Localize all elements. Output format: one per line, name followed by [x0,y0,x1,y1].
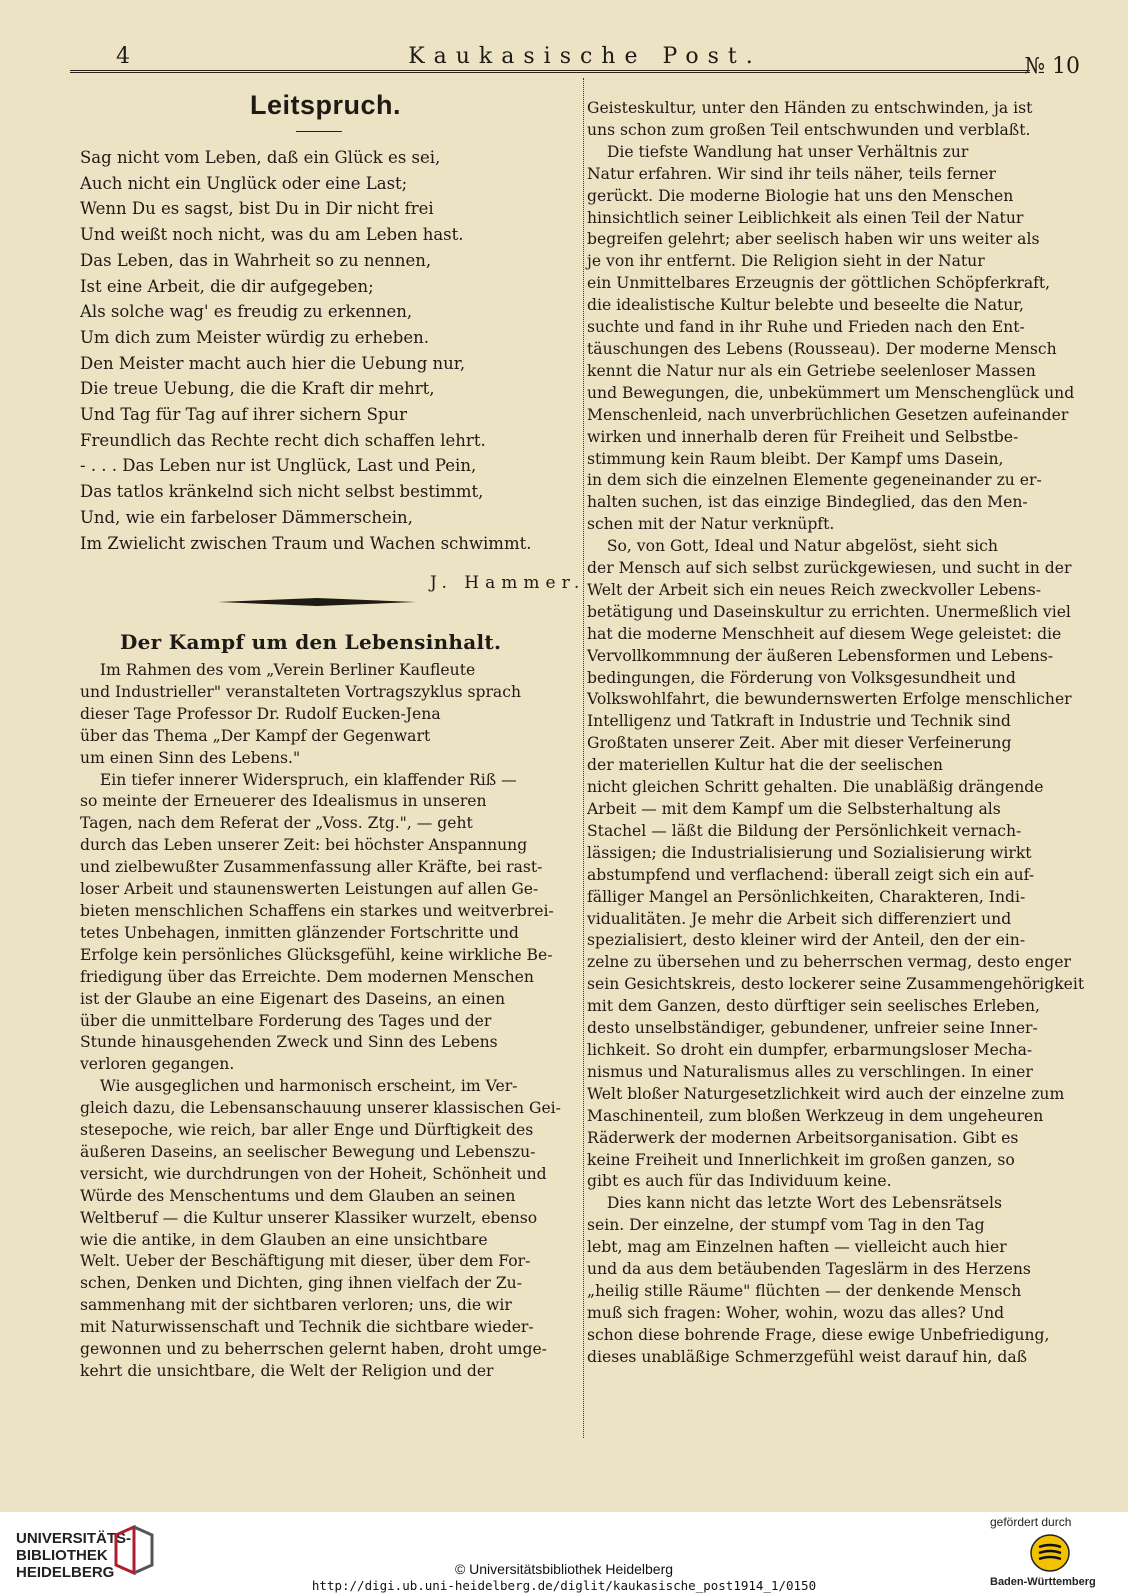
text-line: hinsichtlich seiner Leiblichkeit als einen Teil der Natur [587,208,1024,227]
poem-line: Das Leben, das in Wahrheit so zu nennen, [80,250,432,270]
text-line: lichkeit. So droht ein dumpfer, erbarmungsloser Mecha- [587,1040,1033,1059]
column-divider [583,78,584,1438]
text-line: die idealistische Kultur belebte und beseelte die Natur, [587,296,1024,315]
text-line: sammenhang mit der sichtbaren verloren; uns, die wir [80,1296,512,1315]
text-line: Wie ausgeglichen und harmonisch erscheint, im Ver- [80,1077,518,1096]
text-line: wirken und innerhalb deren für Freiheit und Selbstbe- [587,427,1019,446]
text-line: Tagen, nach dem Referat der „Voss. Ztg.", — geht [80,814,473,833]
poem-line: Ist eine Arbeit, die dir aufgegeben; [80,276,374,296]
text-line: Ein tiefer innerer Widerspruch, ein klaffender Riß — [80,770,517,789]
text-line: Menschenleid, nach unverbrüchlichen Gesetzen aufeinander [587,405,1069,424]
text-line: in dem sich die einzelnen Elemente gegeneinander zu er- [587,471,1042,490]
poem-line: Im Zwielicht zwischen Traum und Wachen schwimmt. [80,533,532,553]
text-line: Welt der Arbeit sich ein neues Reich zweckvoller Lebens- [587,580,1041,599]
text-line: desto unselbständiger, gebundener, unfreier seine Inner- [587,1019,1038,1038]
text-line: und da aus dem betäubenden Tageslärm in des Herzens [587,1260,1031,1279]
poem-line: Den Meister macht auch hier die Uebung nur, [80,353,466,373]
text-line: nismus und Naturalismus alles zu verschlingen. In einer [587,1062,1033,1081]
text-line: kehrt die unsichtbare, die Welt der Religion und der [80,1362,494,1380]
text-line: Arbeit — mit dem Kampf um die Selbsterhaltung als [587,800,1001,818]
text-line: Die tiefste Wandlung hat unser Verhältnis zur [587,142,969,161]
poem-line: Als solche wag' es freudig zu erkennen, [80,302,413,322]
poem-line: Freundlich das Rechte recht dich schaffen lehrt. [80,430,486,450]
text-line: äußeren Daseins, an seelischer Bewegung und Lebenszu- [80,1142,536,1161]
text-line: vidualitäten. Je mehr die Arbeit sich differenziert und [587,909,1012,928]
text-line: hat die moderne Menschheit auf diesem Wege geleistet: die [587,624,1062,643]
library-line-1: UNIVERSITÄTS- [16,1530,132,1547]
text-line: gerückt. Die moderne Biologie hat uns den Menschen [587,186,1014,205]
text-line: Natur erfahren. Wir sind ihr teils näher, teils ferner [587,164,996,183]
baden-wuerttemberg-crest-icon [1030,1533,1070,1573]
text-line: sein. Der einzelne, der stumpf vom Tag in den Tag [587,1216,985,1235]
text-line: sein Gesichtskreis, desto lockerer seine Zusammengehörigkeit [587,975,1085,994]
text-line: lebt, mag am Einzelnen haften — vielleicht auch hier [587,1238,1007,1257]
poem-line: Das tatlos kränkelnd sich nicht selbst bestimmt, [80,482,484,502]
text-line: Großtaten unserer Zeit. Aber mit dieser Verfeinerung [587,734,1012,753]
text-line: spezialisiert, desto kleiner wird der Anteil, den der ein- [587,931,1026,950]
text-line: wie die antike, in dem Glauben an eine unsichtbare [80,1230,488,1249]
text-line: gewonnen und zu beherrschen gelernt haben, droht umge- [80,1340,547,1359]
text-line: gleich dazu, die Lebensanschauung unserer klassischen Gei- [80,1099,561,1118]
library-line-2: BIBLIOTHEK [16,1547,108,1564]
text-line: begreifen gelehrt; aber seelisch haben wir uns weiter als [587,230,1040,249]
text-line: kennt die Natur nur als ein Getriebe seelenloser Massen [587,361,1036,380]
source-url[interactable]: http://digi.ub.uni-heidelberg.de/diglit/kaukasische_post1914_1/0150 [311,1578,817,1593]
text-line: täuschungen des Lebens (Rousseau). Der moderne Mensch [587,339,1057,358]
text-line: halten suchen, ist das einzige Bindeglied, das den Men- [587,493,1028,512]
text-line: Geisteskultur, unter den Händen zu entschwinden, ja ist [587,99,1033,117]
poem [80,145,531,556]
text-line: mit dem Ganzen, desto dürftiger sein seelisches Erleben, [587,997,1040,1016]
poem-author: J. Hammer. [430,573,586,593]
text-line: Im Rahmen des vom „Verein Berliner Kaufleute [80,661,476,679]
text-line: Erfolge kein persönliches Glücksgefühl, keine wirkliche Be- [80,945,553,964]
text-line: lässigen; die Industrialisierung und Sozialisierung wirkt [587,843,1032,862]
poem-line: Wenn Du es sagst, bist Du in Dir nicht frei [80,199,434,219]
funded-by-text: gefördert durch [990,1515,1072,1529]
text-line: Volkswohlfahrt, die bewundernswerten Erfolge menschlicher [587,690,1072,709]
text-line: der materiellen Kultur hat die der seelischen [587,756,943,775]
text-line: tetes Unbehagen, inmitten glänzender Fortschritte und [80,923,519,942]
text-line: Dies kann nicht das letzte Wort des Lebensrätsels [587,1194,1002,1213]
poem-line: Und Tag für Tag auf ihrer sichern Spur [80,405,407,425]
text-line: dieses unabläßige Schmerzgefühl weist darauf hin, daß [587,1347,1028,1366]
poem-line: Um dich zum Meister würdig zu erheben. [80,327,429,347]
text-line: Würde des Menschentums und dem Glauben an seinen [80,1186,516,1205]
text-line: loser Arbeit und staunenswerten Leistungen auf allen Ge- [80,880,539,899]
text-line: zelne zu übersehen und zu beherrschen vermag, desto enger [587,953,1071,972]
text-line: uns schon zum großen Teil entschwunden und verblaßt. [587,120,1031,139]
text-line: Vervollkommnung der äußeren Lebensformen und Lebens- [587,646,1054,665]
text-line: friedigung über das Erreichte. Dem modernen Menschen [80,967,534,986]
text-line: Stunde hinausgehenden Zweck und Sinn des Lebens [80,1033,498,1052]
text-line: „heilig stille Räume" flüchten — der denkende Mensch [587,1281,1022,1300]
text-line: über die unmittelbare Forderung des Tages und der [80,1011,492,1030]
text-line: muß sich fragen: Woher, wohin, wozu das alles? Und [587,1303,1005,1322]
poem-line: Sag nicht vom Leben, daß ein Glück es sei, [80,148,441,167]
poem-line: Und, wie ein farbeloser Dämmerschein, [80,507,413,527]
text-line: stimmung kein Raum bleibt. Der Kampf ums Dasein, [587,449,1004,468]
text-line: Weltberuf — die Kultur unserer Klassiker wurzelt, ebenso [80,1208,538,1227]
text-line: Maschinenteil, zum bloßen Werkzeug in dem ungeheuren [587,1106,1044,1125]
text-line: ist der Glaube an eine Eigenart des Daseins, an einen [80,989,506,1008]
poem-line: Und weißt noch nicht, was du am Leben hast. [80,225,464,245]
text-line: durch das Leben unserer Zeit: bei höchster Anspannung [80,836,528,855]
library-line-3: HEIDELBERG [16,1564,115,1581]
text-line: fälliger Mangel an Persönlichkeiten, Charakteren, Indi- [587,887,1026,906]
text-line: dieser Tage Professor Dr. Rudolf Eucken-Jena [80,704,441,723]
article-title: Der Kampf um den Lebensinhalt. [120,630,502,654]
text-line: Welt. Ueber der Beschäftigung mit dieser, über dem For- [80,1252,531,1271]
text-line: keine Freiheit und Innerlichkeit im großen ganzen, so [587,1150,1015,1169]
text-line: schen mit der Natur verknüpft. [587,515,835,534]
text-line: je von ihr entfernt. Die Religion sieht in der Natur [587,252,985,271]
text-line: der Mensch auf sich selbst zurückgewiesen, und sucht in der [587,559,1072,578]
copyright-text: © Universitätsbibliothek Heidelberg [454,1561,674,1577]
article-right-column [587,98,1085,1369]
text-line: um einen Sinn des Lebens." [80,748,301,767]
text-line: verloren gegangen. [80,1055,235,1074]
separator-ornament [218,596,416,608]
text-line: ein Unmittelbares Erzeugnis der göttlichen Schöpferkraft, [587,274,1051,293]
text-line: stesepoche, wie reich, bar aller Enge und Dürftigkeit des [80,1121,534,1140]
article-left-column [80,660,561,1383]
title-underline [296,131,342,132]
text-line: gibt es auch für das Individuum keine. [587,1172,892,1191]
text-line: bieten menschlichen Schaffens ein starkes und weitverbrei- [80,901,554,920]
page-number: 4 [116,44,130,69]
text-line: betätigung und Daseinskultur zu errichten. Unermeßlich viel [587,602,1071,621]
leitspruch-title: Leitspruch. [250,90,402,120]
issue-number: № 10 [1024,54,1080,79]
text-line: abstumpfend und verflachend: überall zeigt sich ein auf- [587,865,1035,884]
text-line: versicht, wie durchdrungen von der Hoheit, Schönheit und [80,1164,547,1183]
text-line: und Bewegungen, die, unbekümmert um Menschenglück und [587,383,1075,402]
poem-line: Auch nicht ein Unglück oder eine Last; [80,173,408,193]
text-line: Welt bloßer Naturgesetzlichkeit wird auch der einzelne zum [587,1084,1065,1103]
text-line: so meinte der Erneuerer des Idealismus in unseren [80,792,487,811]
newspaper-title: Kaukasische Post. [408,44,762,69]
text-line: Stachel — läßt die Bildung der Persönlichkeit vernach- [587,821,1022,840]
text-line: schen, Denken und Dichten, ging ihnen vielfach der Zu- [80,1274,522,1293]
text-line: bedingungen, die Förderung von Volksgesundheit und [587,668,1016,687]
poem-line: - . . . Das Leben nur ist Unglück, Last und Pein, [80,456,477,476]
text-line: So, von Gott, Ideal und Natur abgelöst, sieht sich [587,537,998,556]
text-line: Intelligenz und Tatkraft in Industrie und Technik sind [587,712,1011,731]
header-rule [70,70,1030,73]
text-line: und Industrieller" veranstalteten Vortragszyklus sprach [80,682,522,701]
text-line: suchte und fand in ihr Ruhe und Frieden nach den Ent- [587,318,1025,337]
state-name: Baden-Württemberg [990,1576,1096,1588]
text-line: über das Thema „Der Kampf der Gegenwart [80,726,431,745]
poem-line: Die treue Uebung, die die Kraft dir mehrt, [80,379,435,399]
text-line: und zielbewußter Zusammenfassung aller Kräfte, bei rast- [80,858,543,877]
text-line: schon diese bohrende Frage, diese ewige Unbefriedigung, [587,1325,1050,1344]
text-line: mit Naturwissenschaft und Technik die sichtbare wieder- [80,1318,534,1337]
text-line: Räderwerk der modernen Arbeitsorganisation. Gibt es [587,1128,1019,1147]
text-line: nicht gleichen Schritt gehalten. Die unabläßig drängende [587,778,1044,797]
